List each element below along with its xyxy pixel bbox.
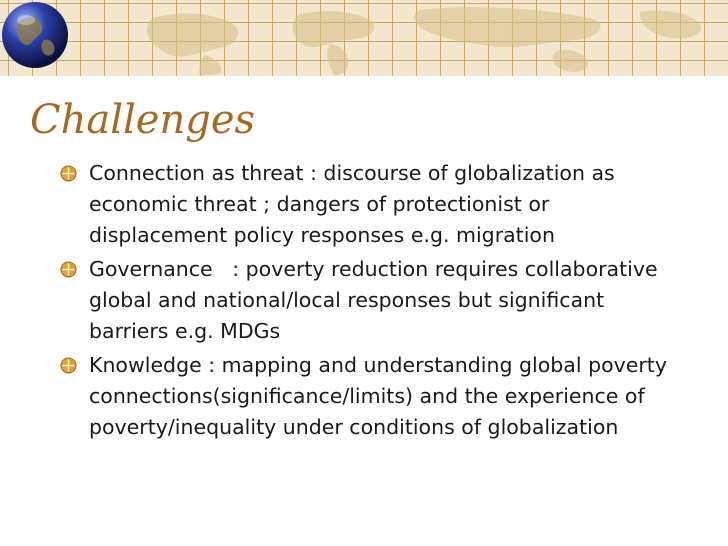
- bullet-list: [60, 158, 680, 446]
- bullet-item-governance: [60, 254, 680, 347]
- bullet-text: Connection as threat : discourse of globalization as economic threat ; dangers of protectionist or displacement policy responses e.g. migration: [89, 161, 615, 247]
- bullet-item-knowledge: [60, 350, 680, 443]
- globe-icon: [0, 0, 70, 70]
- world-map-decoration: [0, 0, 728, 76]
- bullet-icon: [60, 165, 77, 182]
- bullet-icon: [60, 261, 77, 278]
- bullet-icon: [60, 357, 77, 374]
- bullet-item-connection: [60, 158, 680, 251]
- bullet-text: Governance : poverty reduction requires collaborative global and national/local responses but significant barriers e.g. MDGs: [89, 257, 665, 343]
- header-banner: [0, 0, 728, 76]
- slide-title: Challenges: [30, 97, 256, 143]
- bullet-text: Knowledge : mapping and understanding global poverty connections(significance/limits) and the experience of poverty/inequality under conditions of globalization: [89, 353, 667, 439]
